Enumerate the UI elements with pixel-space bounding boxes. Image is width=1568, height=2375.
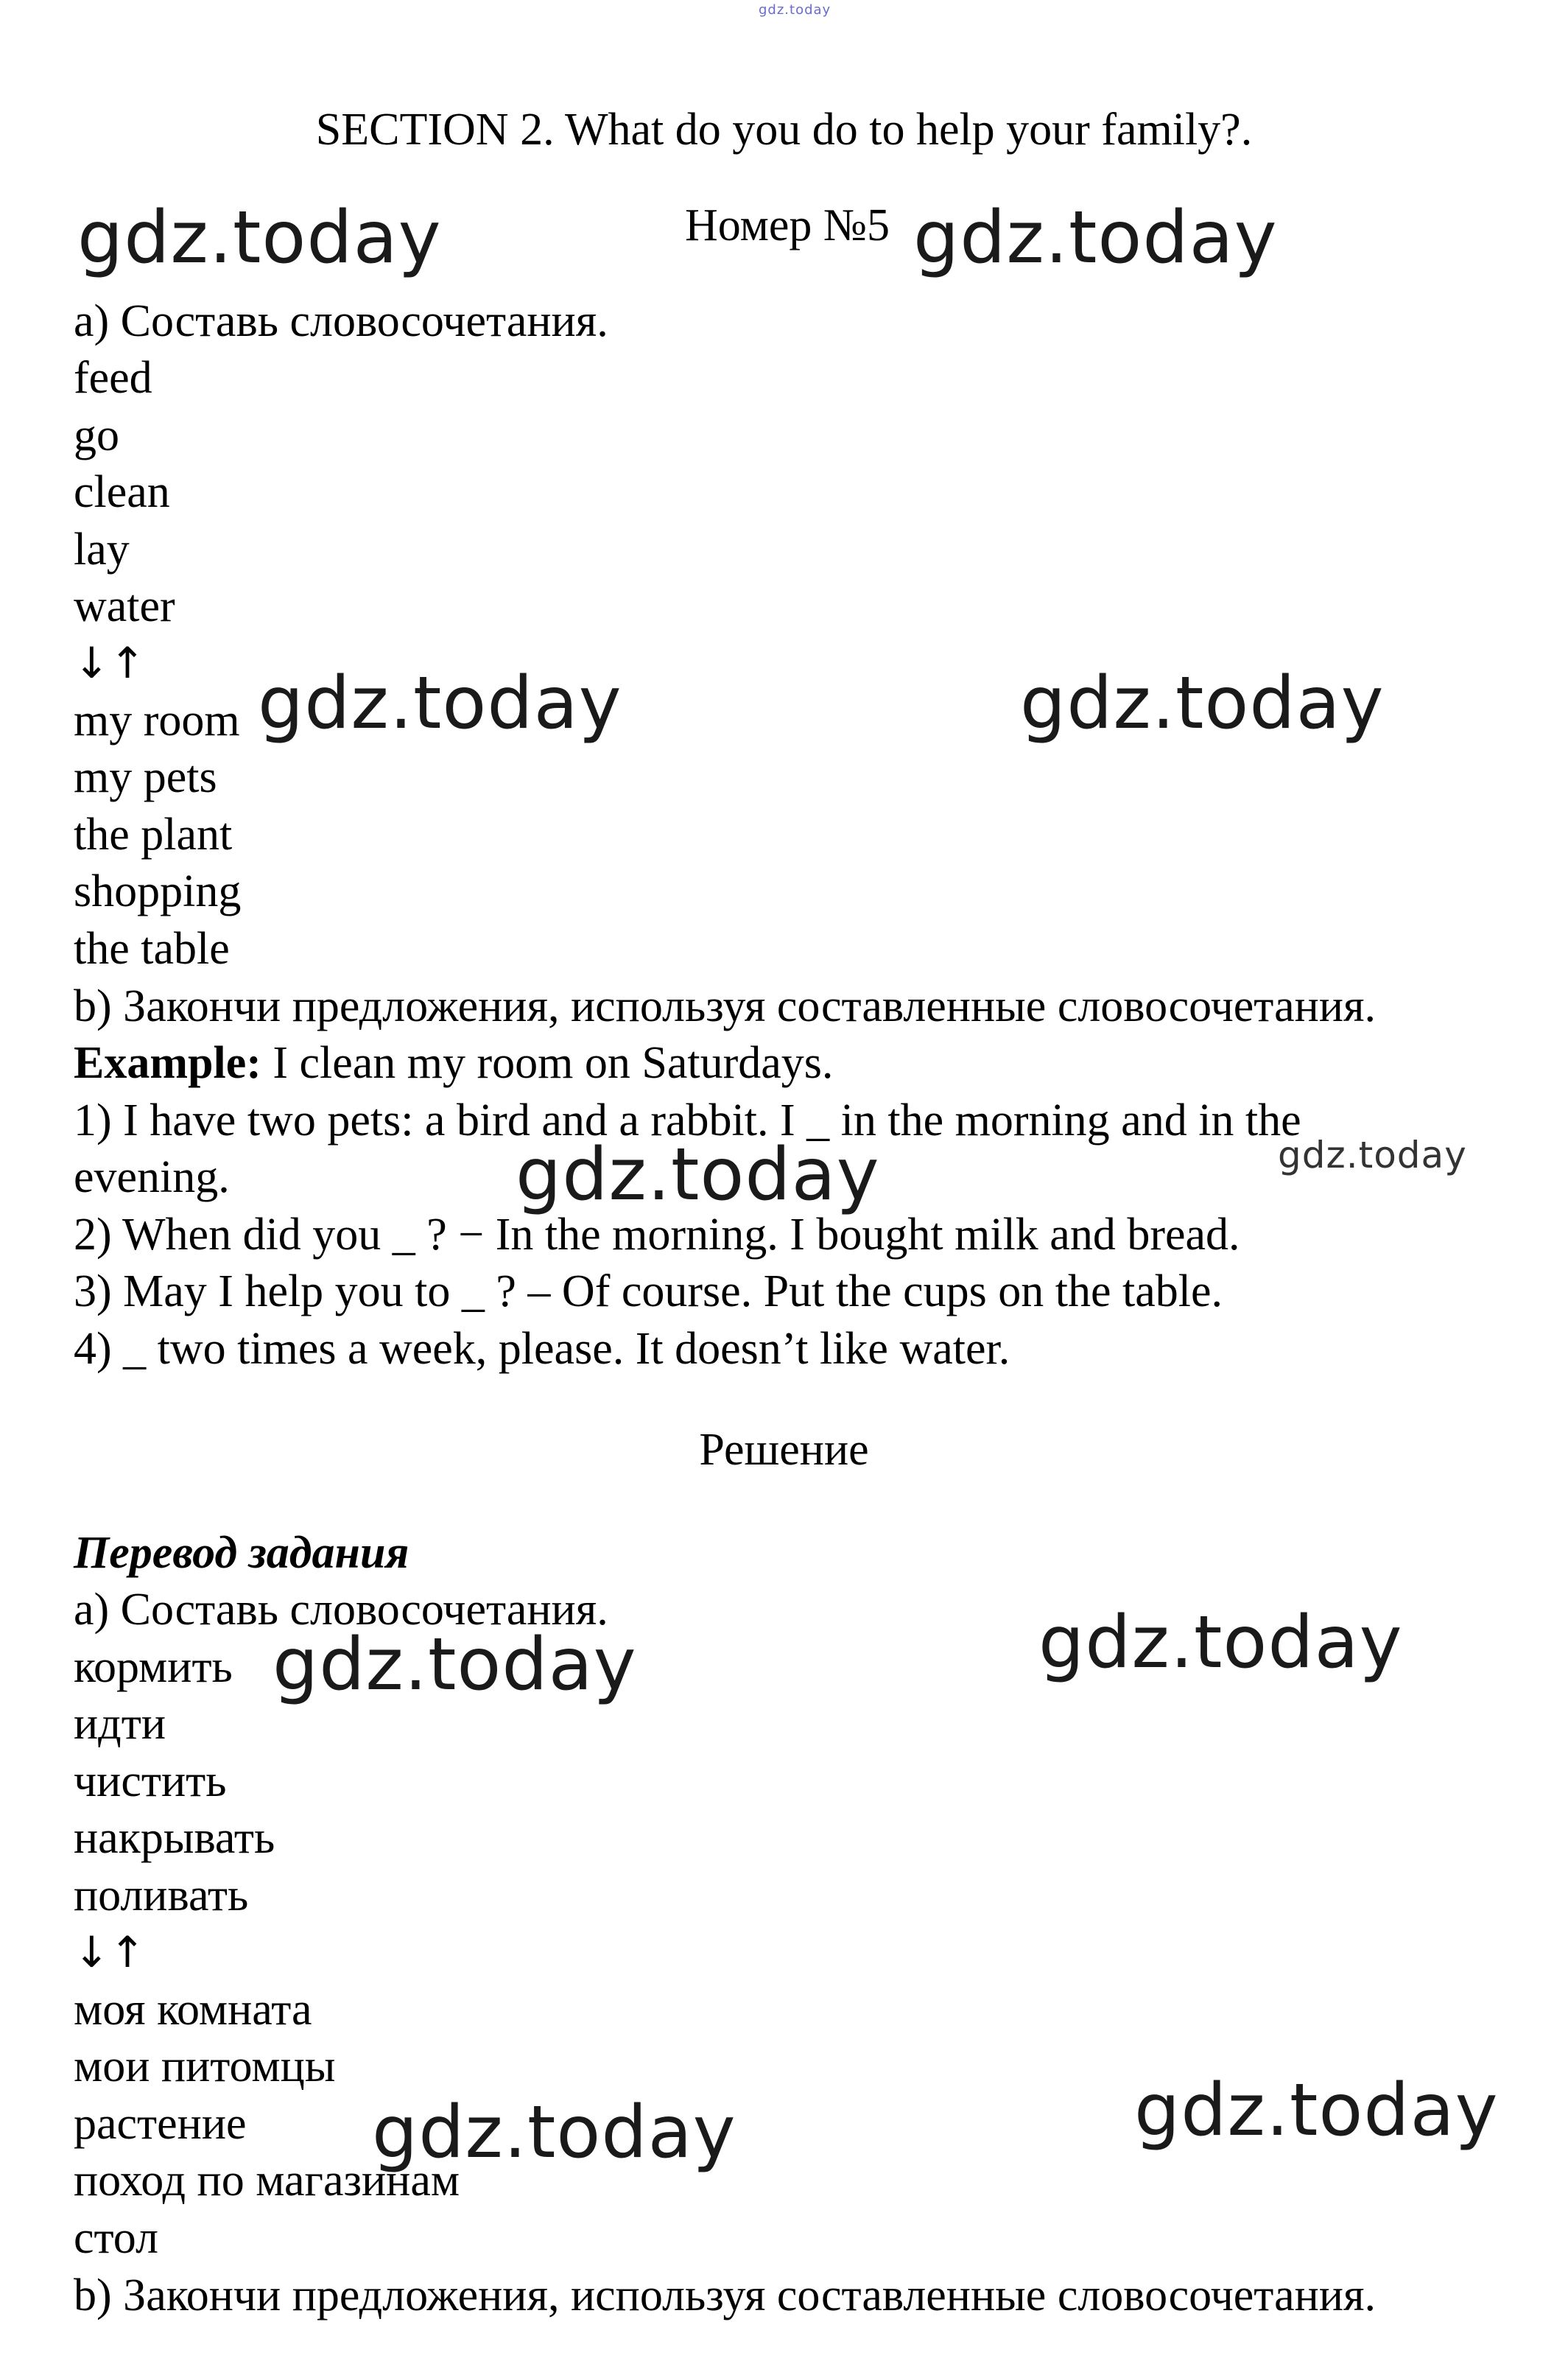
section-title: SECTION 2. What do you do to help your family?. <box>315 105 1253 155</box>
example-label: Example: <box>74 1038 261 1088</box>
watermark: gdz.today <box>1278 1134 1467 1176</box>
solution-verb-item: идти <box>74 1699 166 1749</box>
solution-verb-item: накрывать <box>74 1813 275 1863</box>
noun-item: the plant <box>74 810 233 860</box>
watermark: gdz.today <box>258 662 622 746</box>
watermark: gdz.today <box>77 196 442 280</box>
solution-verb-item: поливать <box>74 1870 249 1920</box>
watermark: gdz.today <box>273 1623 637 1707</box>
noun-item: shopping <box>74 866 242 916</box>
sentence-line: 4) _ two times a week, please. It doesn’t like water. <box>74 1324 1010 1374</box>
solution-noun-item: моя комната <box>74 1985 312 2035</box>
noun-item: my pets <box>74 752 217 802</box>
watermark: gdz.today <box>913 196 1278 280</box>
solution-noun-item: мои питомцы <box>74 2041 336 2091</box>
example-line <box>74 1035 833 1091</box>
solution-noun-item: растение <box>74 2099 247 2149</box>
solution-noun-item: стол <box>74 2213 158 2263</box>
watermark: gdz.today <box>1038 1601 1403 1685</box>
verb-item: feed <box>74 353 152 403</box>
solution-arrows-symbol: ↓↑ <box>74 1927 146 1977</box>
solution-noun-item: поход по магазинам <box>74 2155 460 2206</box>
noun-item: the table <box>74 924 230 974</box>
sentence-line: 2) When did you _ ? − In the morning. I bought milk and bread. <box>74 1210 1240 1260</box>
verb-item: clean <box>74 467 170 517</box>
part-b-title: b) Закончи предложения, используя составленные словосочетания. <box>74 981 1377 1031</box>
number-label: Номер №5 <box>685 200 890 250</box>
sentence-line: 1) I have two pets: a bird and a rabbit. I _ in the morning and in the <box>74 1095 1301 1146</box>
verb-item: lay <box>74 525 130 575</box>
translation-heading: Перевод задания <box>74 1528 409 1578</box>
solution-verb-item: чистить <box>74 1756 227 1806</box>
watermark: gdz.today <box>516 1133 880 1217</box>
sentence-line: 3) May I help you to _ ? – Of course. Put the cups on the table. <box>74 1266 1223 1316</box>
watermark-top: gdz.today <box>759 2 832 18</box>
watermark: gdz.today <box>1020 662 1385 746</box>
watermark: gdz.today <box>1134 2069 1499 2153</box>
noun-item: my room <box>74 695 240 746</box>
watermark: gdz.today <box>372 2091 736 2175</box>
solution-verb-item: кормить <box>74 1642 233 1692</box>
sentence-line: evening. <box>74 1152 230 1202</box>
part-a-title: a) Составь словосочетания. <box>74 296 608 346</box>
verb-item: water <box>74 581 175 631</box>
solution-part-b-title: b) Закончи предложения, используя составленные словосочетания. <box>74 2270 1377 2320</box>
arrows-symbol: ↓↑ <box>74 638 146 688</box>
solution-part-a-title: a) Составь словосочетания. <box>74 1585 608 1635</box>
example-text: I clean my room on Saturdays. <box>261 1038 834 1088</box>
solution-heading: Решение <box>699 1425 869 1475</box>
verb-item: go <box>74 410 119 460</box>
